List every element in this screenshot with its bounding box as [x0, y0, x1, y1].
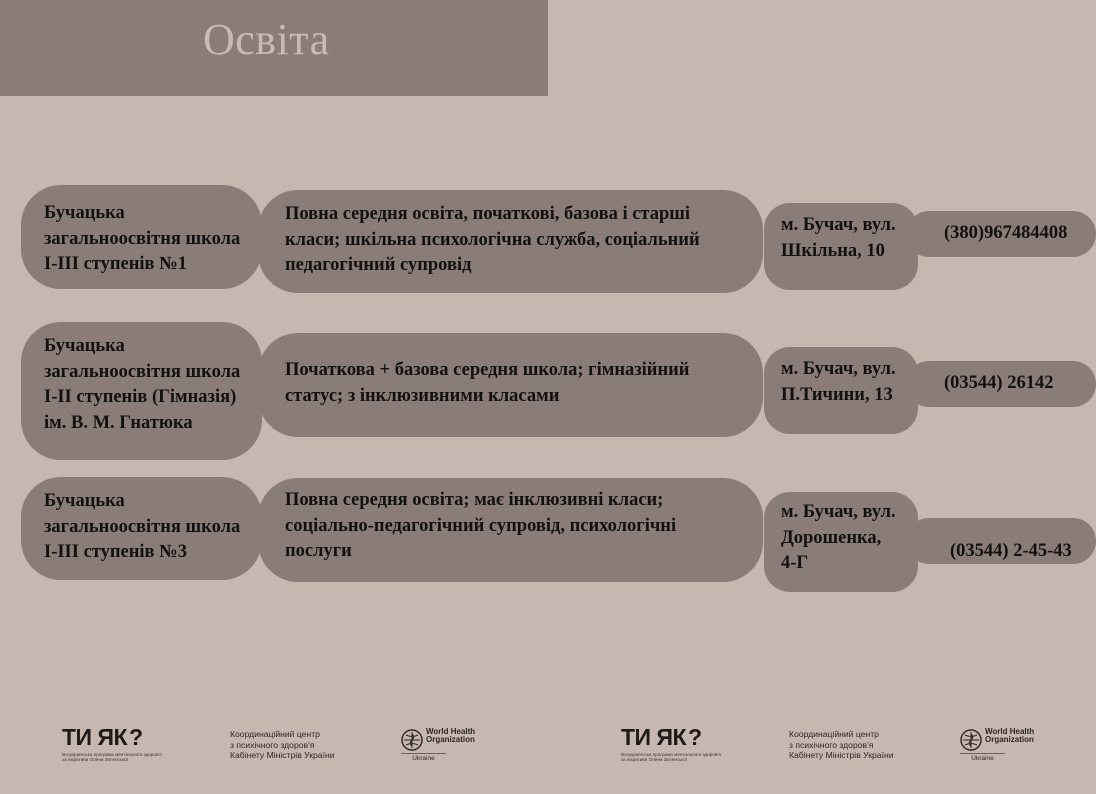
- tiyak-wordmark: ТИ ЯК: [621, 724, 687, 750]
- who-emblem-icon: [959, 728, 983, 752]
- who-logo: [400, 728, 475, 763]
- school-description-pill: Повна середня освіта, початкові, базова і старші класи; шкільна психологічна служба, соціальний педагогічний супровід: [258, 190, 763, 293]
- school-phone-pill: (03544) 2-45-43: [906, 518, 1096, 564]
- tiyak-logo: [62, 724, 182, 762]
- school-name-pill: Бучацька загальноосвітня школа I-III ступенів №3: [21, 477, 262, 580]
- school-description-pill: Початкова + базова середня школа; гімназійний статус; з інклюзивними класами: [258, 333, 763, 437]
- school-address-pill: м. Бучач, вул. Шкільна, 10: [764, 203, 918, 290]
- school-description-pill: Повна середня освіта; має інклюзивні класи; соціально-педагогічний супровід, психологічні послуги: [258, 478, 763, 582]
- tiyak-logo: [621, 724, 741, 762]
- who-name: World Health Organization: [426, 727, 476, 745]
- who-emblem-icon: [400, 728, 424, 752]
- school-name-pill: Бучацька загальноосвітня школа I-II ступенів (Гімназія) ім. В. М. Гнатюка: [21, 322, 262, 460]
- page-title: Освіта: [203, 15, 330, 64]
- who-country: Ukraine: [960, 753, 1005, 763]
- coordination-center-logo: Координаційний центр з психічного здоров'я Кабінету Міністрів України: [230, 729, 335, 761]
- who-country: Ukraine: [401, 753, 446, 763]
- tiyak-subtitle: Всеукраїнська програма ментального здоров'я за ініціативи Олени Зеленської: [62, 752, 162, 763]
- school-phone-pill: (380)967484408: [906, 211, 1096, 257]
- title-banner: [0, 0, 548, 96]
- coordination-center-logo: Координаційний центр з психічного здоров'я Кабінету Міністрів України: [789, 729, 894, 761]
- footer-logos: [0, 718, 1096, 768]
- school-phone-pill: (03544) 26142: [906, 361, 1096, 407]
- school-address-pill: м. Бучач, вул. П.Тичини, 13: [764, 347, 918, 434]
- question-mark-icon: ?: [688, 724, 703, 750]
- who-logo: [959, 728, 1034, 763]
- question-mark-icon: ?: [129, 724, 144, 750]
- tiyak-subtitle: Всеукраїнська програма ментального здоров'я за ініціативи Олени Зеленської: [621, 752, 721, 763]
- school-name-pill: Бучацька загальноосвітня школа I-III ступенів №1: [21, 185, 262, 289]
- school-address-pill: м. Бучач, вул. Дорошенка, 4-Г: [764, 492, 918, 592]
- tiyak-wordmark: ТИ ЯК: [62, 724, 128, 750]
- who-name: World Health Organization: [985, 727, 1035, 745]
